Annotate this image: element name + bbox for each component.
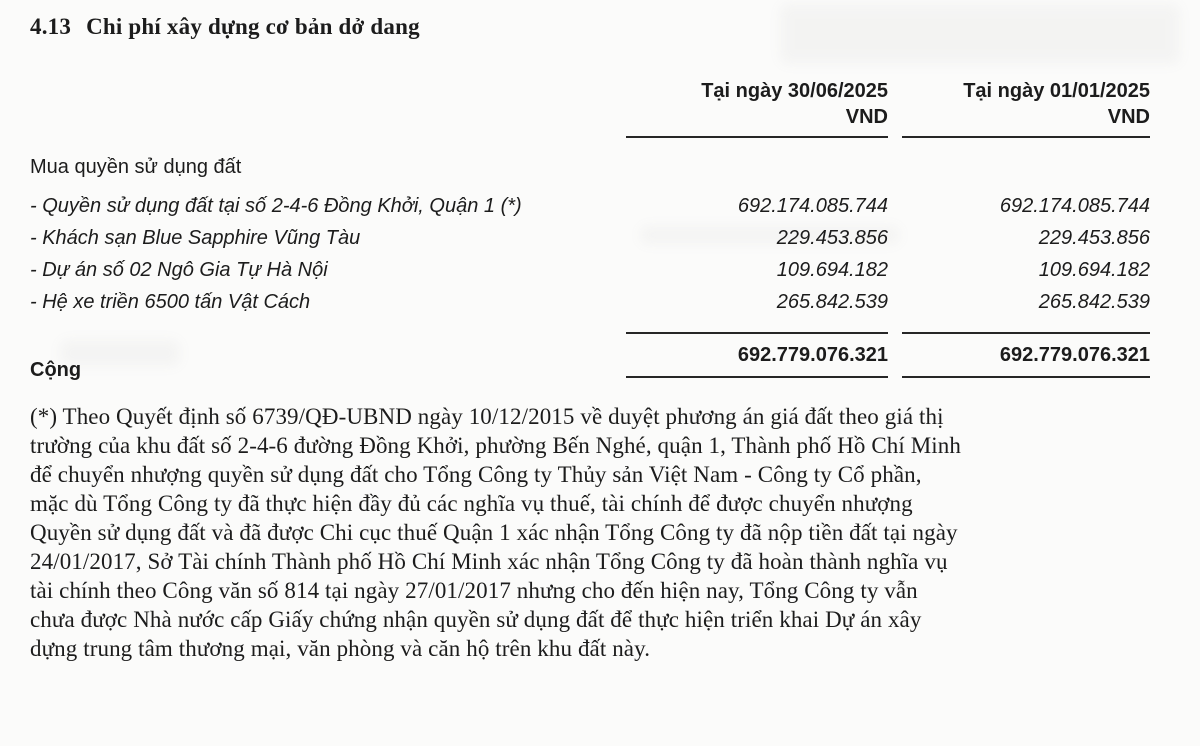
section-number: 4.13 <box>30 14 72 39</box>
row-amount-01-01-2025: 229.453.856 <box>1038 227 1150 249</box>
column-header-30-06-2025 <box>626 78 888 138</box>
footnote-line: (*) Theo Quyết định số 6739/QĐ-UBND ngày 10/12/2015 về duyệt phương án giá đất theo giá thị <box>30 404 944 429</box>
row-label: - Hệ xe triền 6500 tấn Vật Cách <box>30 291 311 313</box>
footnote-line: để chuyển nhượng quyền sử dụng đất cho Tổng Công ty Thủy sản Việt Nam - Công ty Cổ phần, <box>30 462 922 487</box>
row-amount-30-06-2025: 229.453.856 <box>776 227 888 249</box>
total-label: Cộng <box>30 359 82 381</box>
table-total-row <box>30 332 1150 381</box>
footnote-line: chưa được Nhà nước cấp Giấy chứng nhận quyền sử dụng đất để thực hiện triển khai Dự án xây <box>30 607 922 632</box>
section-heading <box>30 14 1150 40</box>
total-amount-01-01-2025: 692.779.076.321 <box>902 332 1150 378</box>
column-date-label: Tại ngày 01/01/2025 <box>963 80 1150 102</box>
footnote-line: trường của khu đất số 2-4-6 đường Đồng Khởi, phường Bến Nghé, quận 1, Thành phố Hồ Chí Minh <box>30 433 961 458</box>
row-label: - Quyền sử dụng đất tại số 2-4-6 Đồng Khởi, Quận 1 (*) <box>30 195 522 217</box>
table-row <box>30 257 1150 284</box>
row-amount-01-01-2025: 692.174.085.744 <box>999 195 1150 217</box>
footnote-line: mặc dù Tổng Công ty đã thực hiện đầy đủ các nghĩa vụ thuế, tài chính để được chuyển nhượng <box>30 491 913 516</box>
table-row <box>30 289 1150 316</box>
table-header-row <box>30 78 1150 138</box>
column-header-01-01-2025 <box>902 78 1150 138</box>
footnote-line: Quyền sử dụng đất và đã được Chi cục thuế Quận 1 xác nhận Tổng Công ty đã nộp tiền đất tại ngày <box>30 520 958 545</box>
table-group-row <box>30 154 1150 181</box>
row-amount-30-06-2025: 692.174.085.744 <box>737 195 888 217</box>
row-amount-01-01-2025: 265.842.539 <box>1038 291 1150 313</box>
row-label: - Dự án số 02 Ngô Gia Tự Hà Nội <box>30 259 328 281</box>
table-row <box>30 225 1150 252</box>
row-label: - Khách sạn Blue Sapphire Vũng Tàu <box>30 227 361 249</box>
column-date-label: Tại ngày 30/06/2025 <box>701 80 888 102</box>
row-amount-30-06-2025: 265.842.539 <box>776 291 888 313</box>
footnote <box>30 402 1150 663</box>
group-label: Mua quyền sử dụng đất <box>30 156 242 178</box>
cip-table <box>30 78 1150 381</box>
total-amount-30-06-2025: 692.779.076.321 <box>626 332 888 378</box>
row-amount-30-06-2025: 109.694.182 <box>776 259 888 281</box>
table-row <box>30 193 1150 220</box>
footnote-line: tài chính theo Công văn số 814 tại ngày 27/01/2017 nhưng cho đến hiện nay, Tổng Công ty vẫn <box>30 578 918 603</box>
footnote-line: dựng trung tâm thương mại, văn phòng và căn hộ trên khu đất này. <box>30 636 651 661</box>
column-unit-label: VND <box>1107 106 1150 128</box>
column-unit-label: VND <box>845 106 888 128</box>
footnote-line: 24/01/2017, Sở Tài chính Thành phố Hồ Chí Minh xác nhận Tổng Công ty đã hoàn thành nghĩa vụ <box>30 549 948 574</box>
row-amount-01-01-2025: 109.694.182 <box>1038 259 1150 281</box>
section-title: Chi phí xây dựng cơ bản dở dang <box>86 14 420 39</box>
